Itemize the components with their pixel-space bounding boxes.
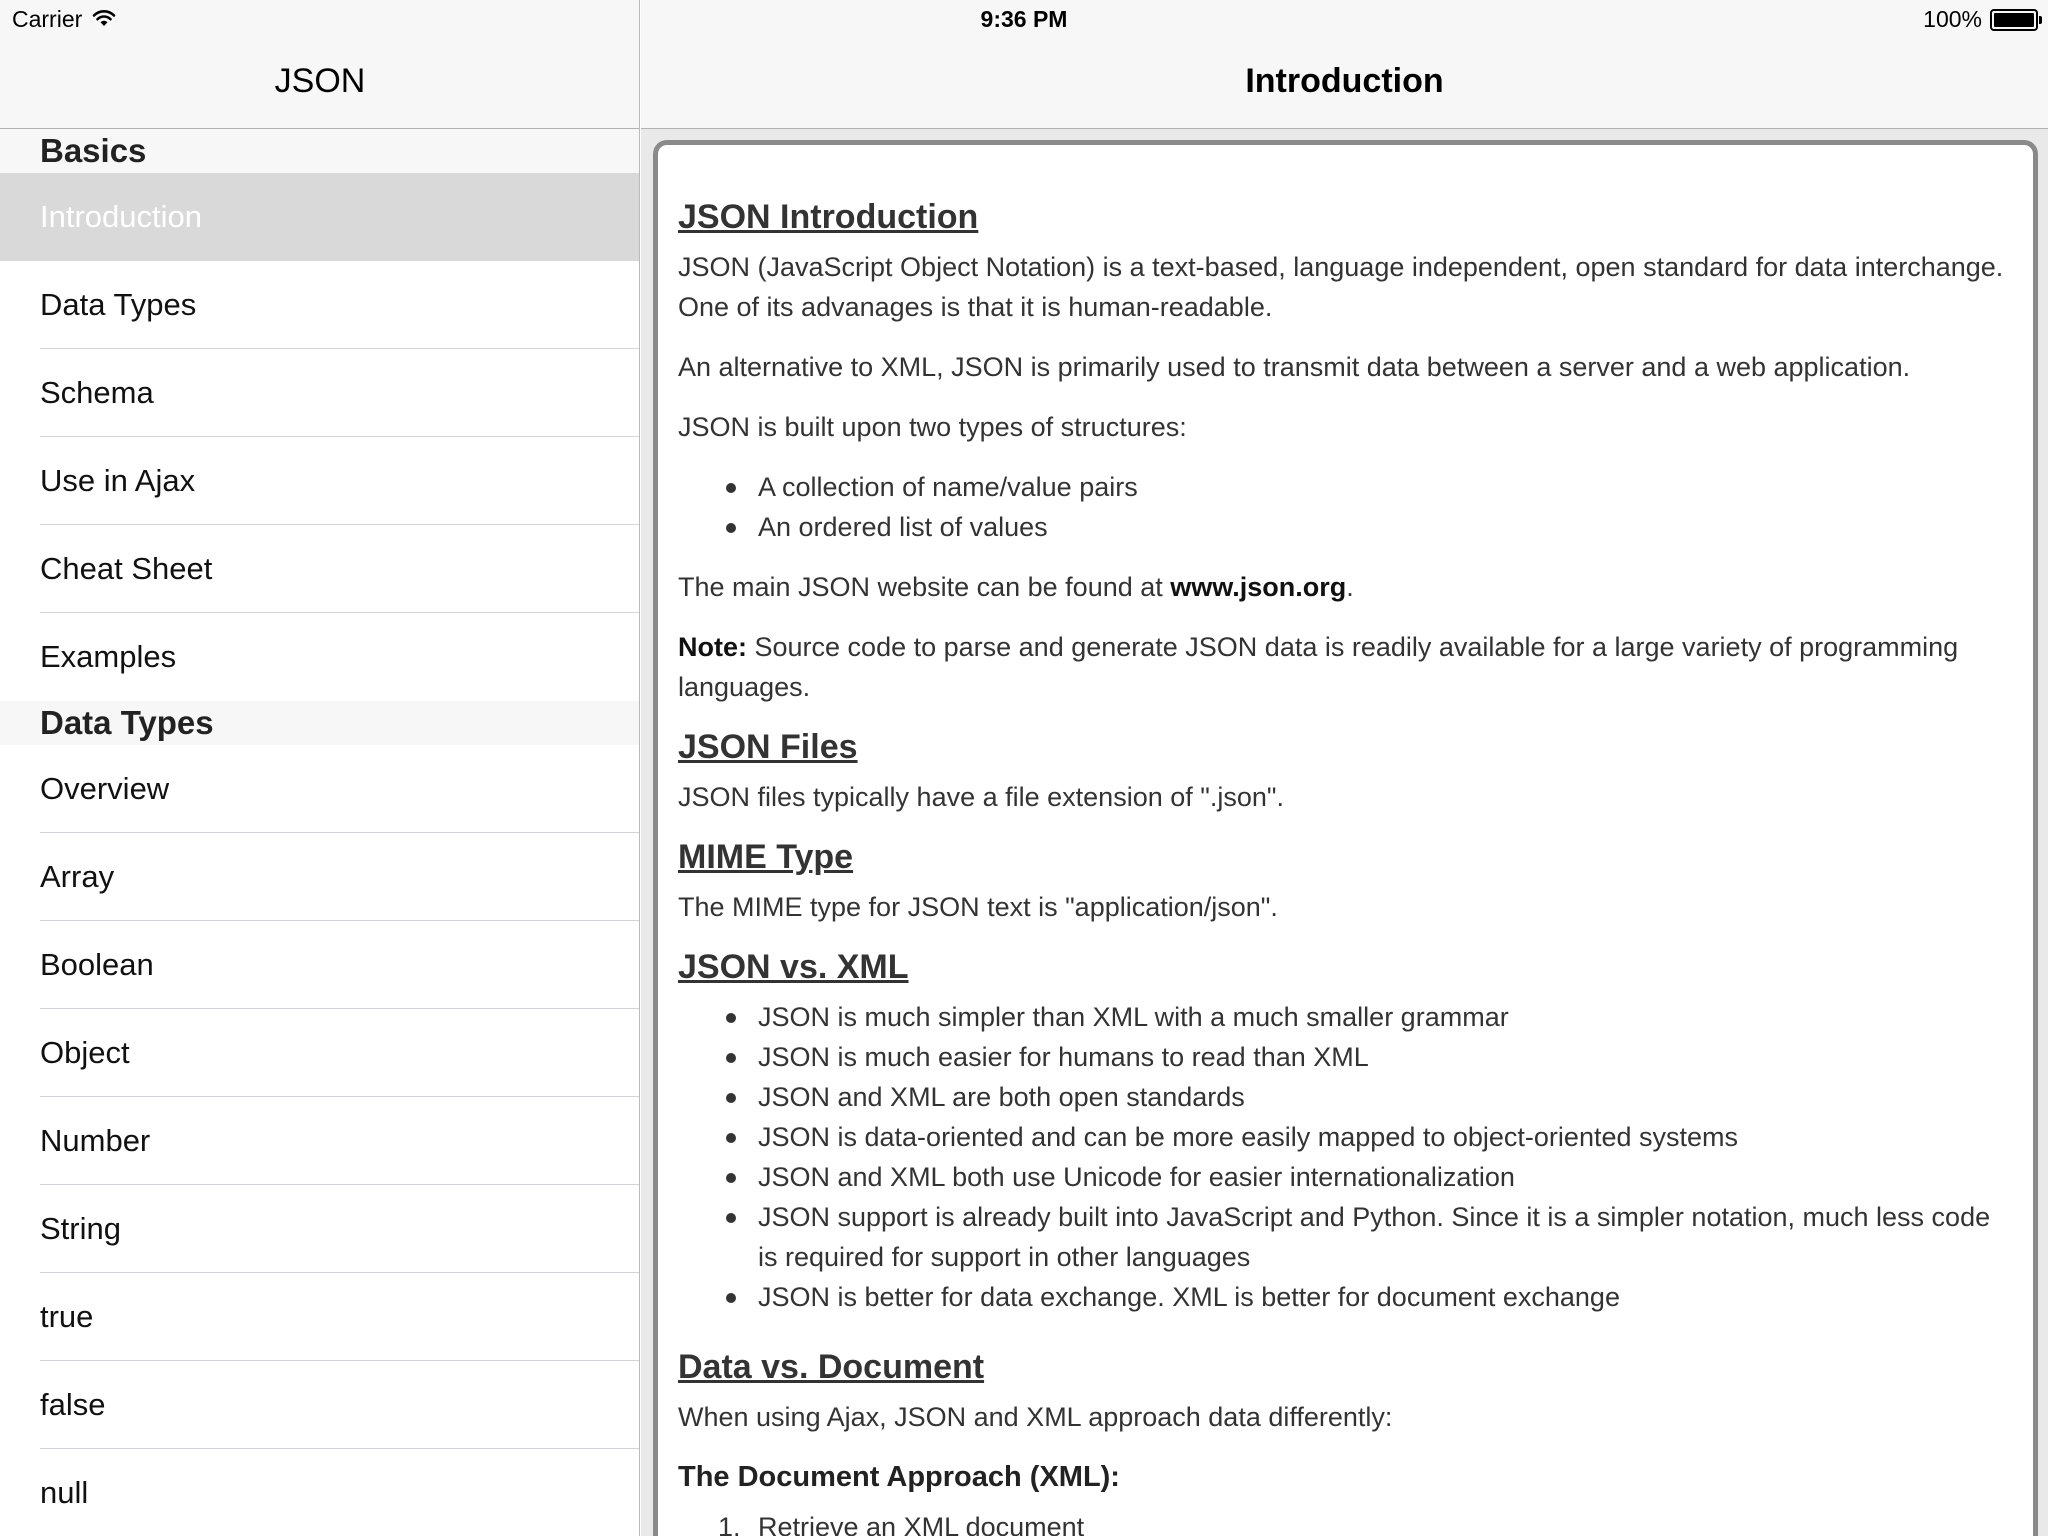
- topic-list[interactable]: [0, 129, 640, 1536]
- heading-document-approach: The Document Approach (XML):: [678, 1461, 1120, 1493]
- list-item-true[interactable]: true: [0, 1273, 640, 1361]
- list-item-number[interactable]: Number: [0, 1097, 640, 1185]
- list-item-schema[interactable]: Schema: [0, 349, 640, 437]
- list-item: JSON is much easier for humans to read than XML: [678, 1037, 2013, 1077]
- section-header-data-types: Data Types: [0, 701, 640, 745]
- battery-indicator: [1923, 6, 2038, 33]
- list-item: JSON and XML are both open standards: [678, 1077, 2013, 1117]
- mime-paragraph: The MIME type for JSON text is "application/json".: [678, 892, 1278, 922]
- list-item-introduction[interactable]: Introduction: [0, 173, 640, 261]
- heading-json-vs-xml: JSON vs. XML: [678, 948, 909, 986]
- list-item-cheat-sheet[interactable]: Cheat Sheet: [0, 525, 640, 613]
- battery-fill: [1994, 13, 2034, 27]
- list-item-object[interactable]: Object: [0, 1009, 640, 1097]
- list-item: JSON support is already built into JavaScript and Python. Since it is a simpler notation, much less code is required for support in other languages: [678, 1197, 2013, 1277]
- heading-mime-type: MIME Type: [678, 838, 854, 876]
- list-item: JSON is much simpler than XML with a much smaller grammar: [678, 997, 2013, 1037]
- content-web-view[interactable]: [653, 140, 2038, 1536]
- heading-data-vs-document: Data vs. Document: [678, 1348, 985, 1386]
- structures-list: [678, 467, 2013, 547]
- list-item: 1. Retrieve an XML document: [718, 1512, 1085, 1536]
- website-link[interactable]: www.json.org: [1170, 572, 1347, 602]
- website-paragraph: [678, 567, 2013, 607]
- detail-title: Introduction: [1245, 62, 1444, 100]
- list-item: A collection of name/value pairs: [678, 467, 2013, 507]
- list-item: JSON is better for data exchange. XML is better for document exchange: [678, 1277, 2013, 1317]
- clock: 9:36 PM: [980, 6, 1068, 32]
- list-item-false[interactable]: false: [0, 1361, 640, 1449]
- carrier-label: Carrier: [12, 6, 83, 32]
- intro-paragraph-3: JSON is built upon two types of structures:: [678, 412, 1187, 442]
- note-paragraph: [678, 627, 2013, 707]
- list-item-data-types[interactable]: Data Types: [0, 261, 640, 349]
- comparison-list: [678, 997, 2013, 1317]
- note-label: Note:: [678, 632, 747, 662]
- section-header-basics: Basics: [0, 129, 640, 173]
- list-item-overview[interactable]: Overview: [0, 745, 640, 833]
- battery-percent: 100%: [1923, 6, 1982, 32]
- battery-icon: [1990, 9, 2038, 31]
- master-panel: [0, 0, 640, 1536]
- intro-paragraph-2: An alternative to XML, JSON is primarily used to transmit data between a server and a web application.: [678, 352, 1911, 382]
- list-item-boolean[interactable]: Boolean: [0, 921, 640, 1009]
- status-bar: [0, 0, 2048, 40]
- files-paragraph: JSON files typically have a file extension of ".json".: [678, 782, 1284, 812]
- list-item-use-in-ajax[interactable]: Use in Ajax: [0, 437, 640, 525]
- list-item-string[interactable]: String: [0, 1185, 640, 1273]
- heading-json-files: JSON Files: [678, 728, 858, 766]
- list-item: An ordered list of values: [678, 507, 2013, 547]
- list-item-array[interactable]: Array: [0, 833, 640, 921]
- detail-panel: [641, 0, 2048, 1536]
- master-title: JSON: [274, 62, 366, 100]
- list-item-examples[interactable]: Examples: [0, 613, 640, 701]
- data-vs-document-paragraph: When using Ajax, JSON and XML approach data differently:: [678, 1402, 1393, 1432]
- document-approach-steps: [678, 1507, 2013, 1536]
- website-suffix: .: [1346, 572, 1354, 602]
- note-text: Source code to parse and generate JSON data is readily available for a large variety of programming languages.: [678, 632, 1959, 702]
- list-item-null[interactable]: null: [0, 1449, 640, 1536]
- heading-json-introduction: JSON Introduction: [678, 198, 979, 236]
- intro-paragraph-1: JSON (JavaScript Object Notation) is a text-based, language independent, open standard for data interchange. One of its advanages is that it is human-readable.: [678, 252, 2004, 322]
- website-prefix: The main JSON website can be found at: [678, 572, 1171, 602]
- list-item: JSON is data-oriented and can be more easily mapped to object-oriented systems: [678, 1117, 2013, 1157]
- list-item: JSON and XML both use Unicode for easier internationalization: [678, 1157, 2013, 1197]
